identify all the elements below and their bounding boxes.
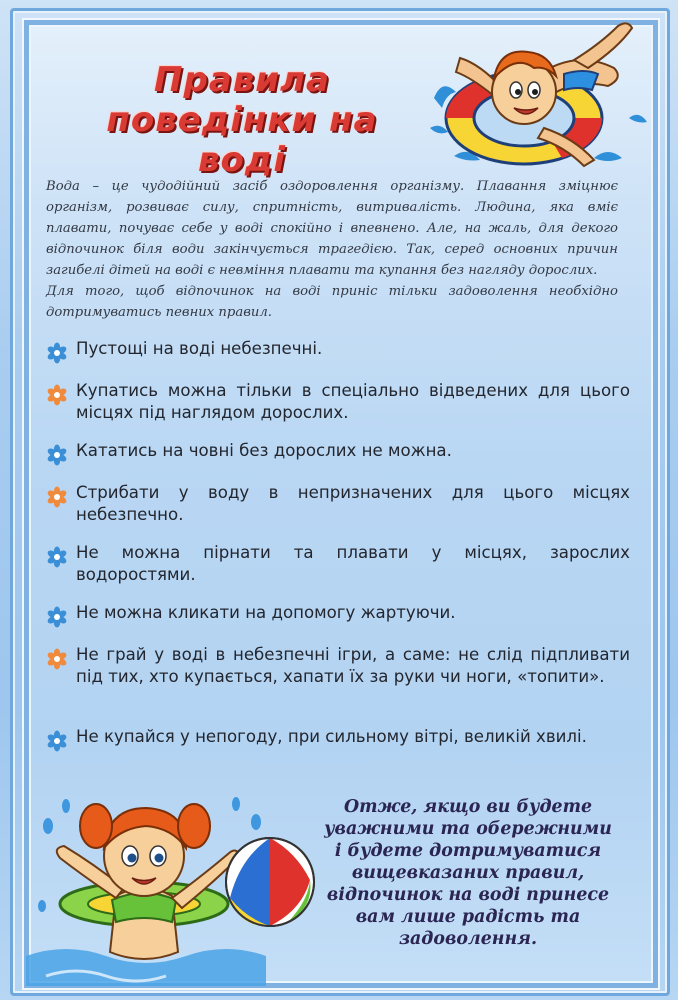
intro-paragraph-2: Для того, щоб відпочинок на воді приніс тільки задоволення необхідно дотримуватись певних правил.: [46, 284, 618, 320]
snowflake-icon: [46, 648, 68, 670]
rule-item: [46, 542, 630, 586]
rule-text: Не грай у воді в небезпечні ігри, а саме: не слід підпливати під тих, хто купається, хапати їх за руки чи ноги, «топити».: [76, 645, 630, 686]
snowflake-icon: [46, 486, 68, 508]
rule-text: Кататись на човні без дорослих не можна.: [76, 441, 452, 460]
page-title: [62, 60, 422, 180]
snowflake-icon: [46, 606, 68, 628]
girl-with-ball-illustration: [26, 786, 326, 986]
rule-text: Пустощі на воді небезпечні.: [76, 339, 323, 358]
snowflake-icon: [46, 384, 68, 406]
rule-text: Купатись можна тільки в спеціально відведених для цього місцях під наглядом дорослих.: [76, 381, 630, 422]
rule-item: [46, 726, 630, 748]
closing-text: Отже, якщо ви будете уважними та обережними і будете дотримуватися вищевказаних правил, відпочинок на воді принесе вам лише радість та задоволення.: [324, 797, 612, 949]
intro-text: [46, 176, 618, 323]
snowflake-icon: [46, 444, 68, 466]
rule-item: [46, 482, 630, 526]
intro-paragraph-1: Вода – це чудодійний засіб оздоровлення організму. Плавання зміцнює організм, розвиває силу, спритність, витривалість. Людина, яка вміє плавати, почуває себе у воді спокійно і впевнено. Але, на жаль, для декого відпочинок біля води закінчується трагедією. Так, серед основних причин загибелі дітей на воді є невміння плавати та купання без нагляду дорослих.: [46, 179, 618, 278]
rule-item: [46, 602, 630, 624]
snowflake-icon: [46, 730, 68, 752]
rule-item: [46, 440, 630, 462]
rule-text: Не можна кликати на допомогу жартуючи.: [76, 603, 456, 622]
title-line-1: Правила: [154, 60, 330, 100]
rule-item: [46, 380, 630, 424]
rule-text: Не можна пірнати та плавати у місцях, зарослих водоростями.: [76, 543, 630, 584]
snowflake-icon: [46, 546, 68, 568]
boy-swim-ring-illustration: [424, 8, 654, 180]
rule-item: [46, 644, 630, 688]
rule-item: [46, 338, 630, 360]
rule-text: Не купайся у непогоду, при сильному вітрі, великій хвилі.: [76, 727, 587, 746]
title-line-2: поведінки на воді: [106, 100, 378, 180]
snowflake-icon: [46, 342, 68, 364]
rule-text: Стрибати у воду в непризначених для цього місцях небезпечно.: [76, 483, 630, 524]
